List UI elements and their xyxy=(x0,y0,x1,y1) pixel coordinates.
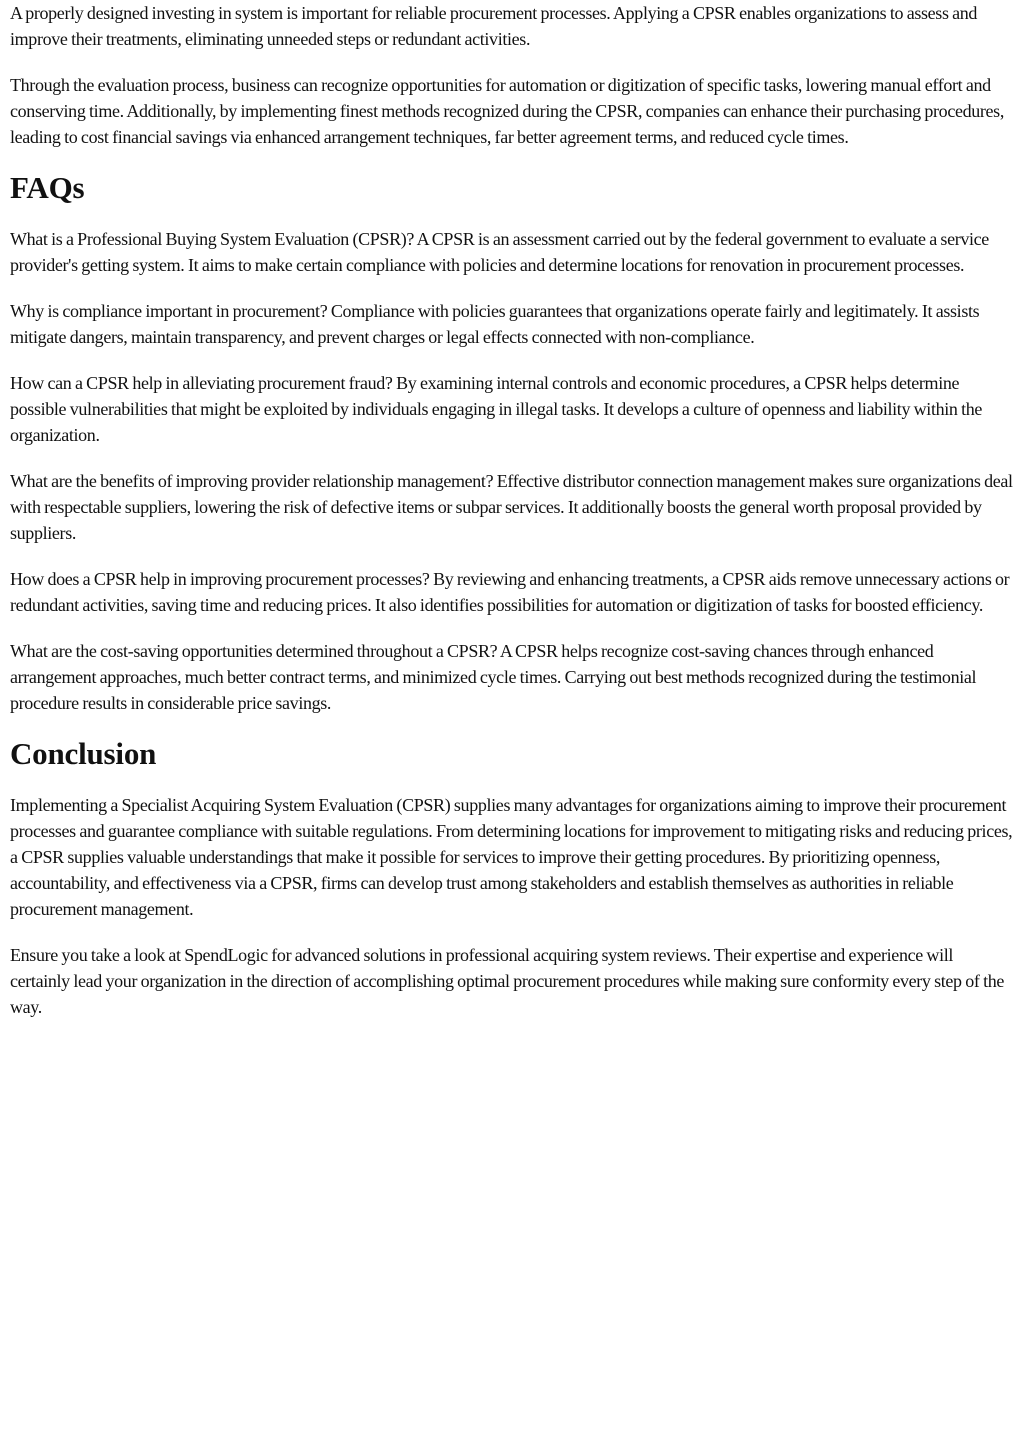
faq-item: How can a CPSR help in alleviating procurement fraud? By examining internal controls and economic procedures, a CPSR helps determine possible vulnerabilities that might be exploited by individuals engaging in illegal tasks. It develops a culture of openness and liability within the organization. xyxy=(10,373,983,445)
conclusion-heading: Conclusion xyxy=(10,736,157,771)
intro-paragraph-2: Through the evaluation process, business can recognize opportunities for automation or digitization of specific tasks, lowering manual effort and conserving time. Additionally, by implementing finest methods recognized during the CPSR, companies can enhance their purchasing procedures, leading to cost financial savings via enhanced arrangement techniques, far better agreement terms, and reduced cycle times. xyxy=(10,75,1004,147)
faq-item: How does a CPSR help in improving procurement processes? By reviewing and enhancing treatments, a CPSR aids remove unnecessary actions or redundant activities, saving time and reducing prices. It also identifies possibilities for automation or digitization of tasks for boosted efficiency. xyxy=(10,569,1010,615)
faq-item: Why is compliance important in procurement? Compliance with policies guarantees that organizations operate fairly and legitimately. It assists mitigate dangers, maintain transparency, and prevent charges or legal effects connected with non-compliance. xyxy=(10,301,980,347)
faq-item: What are the cost-saving opportunities determined throughout a CPSR? A CPSR helps recognize cost-saving chances through enhanced arrangement approaches, much better contract terms, and minimized cycle times. Carrying out best methods recognized during the testimonial procedure results in considerable price savings. xyxy=(10,641,977,713)
document-page xyxy=(10,0,1014,1040)
conclusion-paragraph-2: Ensure you take a look at SpendLogic for advanced solutions in professional acquiring system reviews. Their expertise and experience will certainly lead your organization in the direction of accomplishing optimal procurement procedures while making sure conformity every step of the way. xyxy=(10,945,1005,1017)
faq-item: What are the benefits of improving provider relationship management? Effective distributor connection management makes sure organizations deal with respectable suppliers, lowering the risk of defective items or subpar services. It additionally boosts the general worth proposal provided by suppliers. xyxy=(10,471,1013,543)
intro-paragraph-1: A properly designed investing in system is important for reliable procurement processes. Applying a CPSR enables organizations to assess and improve their treatments, eliminating unneeded steps or redundant activities. xyxy=(10,3,978,49)
faq-item: What is a Professional Buying System Evaluation (CPSR)? A CPSR is an assessment carried out by the federal government to evaluate a service provider's getting system. It aims to make certain compliance with policies and determine locations for renovation in procurement processes. xyxy=(10,229,989,275)
faqs-heading: FAQs xyxy=(10,170,85,205)
conclusion-paragraph-1: Implementing a Specialist Acquiring System Evaluation (CPSR) supplies many advantages for organizations aiming to improve their procurement processes and guarantee compliance with suitable regulations. From determining locations for improvement to mitigating risks and reducing prices, a CPSR supplies valuable understandings that make it possible for services to improve their getting procedures. By prioritizing openness, accountability, and effectiveness via a CPSR, firms can develop trust among stakeholders and establish themselves as authorities in reliable procurement management. xyxy=(10,795,1013,919)
